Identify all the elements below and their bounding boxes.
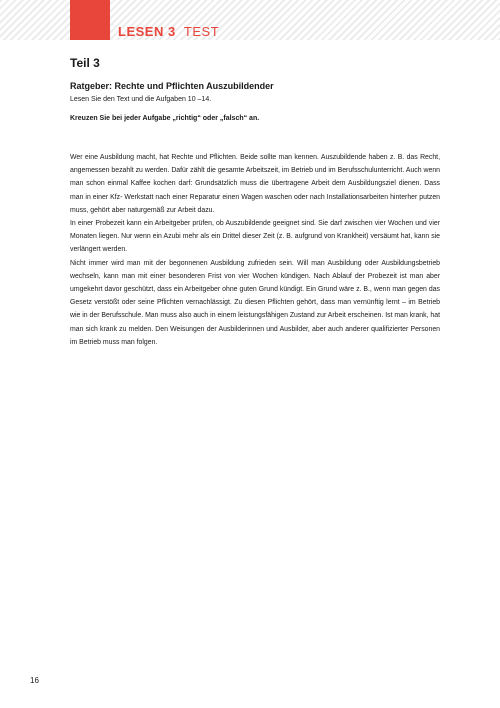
task-instruction: Kreuzen Sie bei jeder Aufgabe „richtig“ oder „falsch“ an. bbox=[70, 115, 260, 122]
text-title: Ratgeber: Rechte und Pflichten Auszubildender bbox=[70, 81, 274, 91]
section-marker bbox=[70, 0, 110, 40]
paragraph: Nicht immer wird man mit der begonnenen Ausbildung zufrieden sein. Will man Ausbildung oder Ausbildungsbetrieb wechseln, kann man mit einer besonderen Frist von vier Wochen kündigen. Nach Ablauf der Probezeit ist man aber umgekehrt davor geschützt, dass ein Arbeitgeber ohne guten Grund kündigt. Ein Grund wäre z. B., wenn man gegen das Gesetz verstößt oder seine Pflichten vernachlässigt. Zu diesen Pflichten gehört, dass man vernünftig lernt – im Betrieb wie in der Berufsschule. Man muss also auch in einem leistungsfähigen Zustand zur Arbeit erscheinen. Ist man krank, hat man sich krank zu melden. Den Weisungen der Ausbilderinnen und Ausbilder, aber auch anderer qualifizierter Personen im Betrieb muss man folgen. bbox=[70, 259, 440, 346]
section-type: TEST bbox=[183, 24, 220, 39]
section-header bbox=[118, 24, 219, 40]
instruction: Lesen Sie den Text und die Aufgaben 10 –14. bbox=[70, 96, 212, 103]
section-label: LESEN 3 bbox=[118, 24, 176, 39]
paragraph: Wer eine Ausbildung macht, hat Rechte und Pflichten. Beide sollte man kennen. Auszubildende haben z. B. das Recht, angemessen bezahlt zu werden. Dafür zählt die gesamte Arbeitszeit, im Betrieb und im Berufsschulunterricht. Auch wenn man schon einmal Kaffee kochen darf: Grundsätzlich muss die übertragene Arbeit dem Ausbildungsziel dienen. Dass man in einer Kfz- Werkstatt nach einer Reparatur einen Wagen waschen oder nach Installationsarbeiten hinterher putzen muss, gehört aber naturgemäß zur Arbeit dazu. bbox=[70, 154, 440, 214]
main-content bbox=[70, 56, 440, 349]
part-title: Teil 3 bbox=[70, 56, 100, 70]
page-number: 16 bbox=[30, 676, 39, 685]
paragraph: In einer Probezeit kann ein Arbeitgeber prüfen, ob Auszubildende geeignet sind. Sie darf zwischen vier Wochen und vier Monaten liegen. Nur wenn ein Azubi mehr als ein Drittel dieser Zeit (z. B. aufgrund von Krankheit) versäumt hat, kann sie verlängert werden. bbox=[70, 220, 440, 254]
